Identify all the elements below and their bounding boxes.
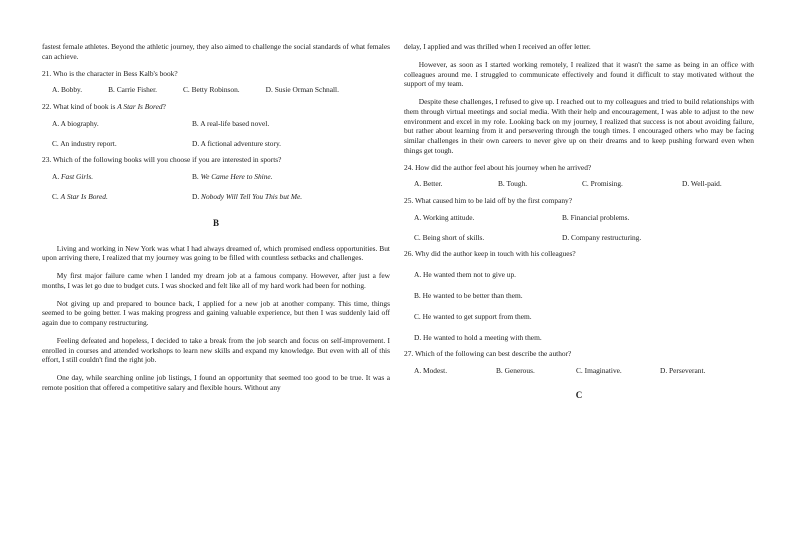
q22-option-a: A. A biography.: [52, 118, 99, 128]
passage-a-tail: fastest female athletes. Beyond the athletic journey, they also aimed to challenge the social standards of what females can achieve.: [42, 42, 390, 61]
question-25: 25. What caused him to be laid off by the first company?: [404, 196, 573, 206]
question-23: 23. Which of the following books will you choose if you are interested in sports?: [42, 155, 282, 165]
q24-option-d: D. Well-paid.: [682, 179, 722, 189]
q24-option-b: B. Tough.: [498, 179, 528, 189]
passage-b-paragraph: Despite these challenges, I refused to give up. I reached out to my colleagues and tried to build relationships with them through virtual meetings and social media. With their help and encouragement, I was able to adjust to the new environment and excel in my role. Looking back on my journey, I realized that success is not about avoiding failure, but rather about learning from it and persevering through the tough times. I encouraged others who may be facing similar challenges in their own careers to never give up on their dreams and to keep pushing forward even when things get tough.: [404, 97, 754, 155]
question-22-options: [42, 119, 390, 149]
q25-option-b: B. Financial problems.: [562, 212, 630, 222]
passage-b-paragraph: However, as soon as I started working remotely, I realized that it wasn't the same as being in an office with colleagues around me. I struggled to communicate effectively and found it difficult to stay motivated without the support of my team.: [404, 59, 754, 89]
section-heading-c: C: [575, 389, 583, 400]
q27-option-c: C. Imaginative.: [576, 366, 622, 376]
passage-b-paragraph: My first major failure came when I landed my dream job at a famous company. However, after just a few months, I was let go due to budget cuts. I was shocked and felt like all of my hard work had been for nothing.: [42, 271, 390, 290]
q23-option-c: C. A Star Is Bored.: [52, 191, 108, 201]
q27-option-b: B. Generous.: [496, 366, 535, 376]
question-22: 22. What kind of book is A Star Is Bored?: [42, 102, 166, 112]
question-26: 26. Why did the author keep in touch with his colleagues?: [404, 249, 576, 259]
q23-option-a: A. Fast Girls.: [52, 172, 94, 182]
q21-option-b: B. Carrie Fisher.: [108, 85, 157, 95]
q23-option-d: D. Nobody Will Tell You This but Me.: [192, 191, 303, 201]
q21-option-d: D. Susie Orman Schnall.: [265, 85, 339, 95]
passage-b-continued: delay, I applied and was thrilled when I received an offer letter.: [404, 42, 591, 51]
section-heading-b: B: [212, 217, 219, 228]
question-27: 27. Which of the following can best describe the author?: [404, 349, 572, 359]
q25-option-d: D. Company restructuring.: [562, 232, 642, 242]
question-21-options: [42, 85, 390, 95]
passage-b-paragraph: Living and working in New York was what I had always dreamed of, which promised endless opportunities. But upon arriving there, I realized that my journey was going to be filled with countless setbacks and challenges.: [42, 243, 390, 263]
passage-b-paragraph: Feeling defeated and hopeless, I decided to take a break from the job search and focus on self-improvement. I enrolled in courses and attended workshops to learn new skills and expand my knowledge. But even with all of this effort, I still couldn't find the right job.: [42, 335, 390, 365]
q26-option-a: A. He wanted them not to give up.: [414, 270, 517, 280]
q24-option-c: C. Promising.: [582, 179, 623, 189]
q22-option-d: D. A fictional adventure story.: [192, 138, 282, 148]
q24-option-a: A. Better.: [414, 179, 443, 189]
q22-option-c: C. An industry report.: [52, 138, 117, 148]
q21-option-a: A. Bobby.: [52, 85, 83, 95]
right-column: [404, 42, 754, 416]
q21-option-c: C. Betty Robinson.: [182, 85, 240, 95]
question-27-options: [404, 366, 754, 376]
q26-option-d: D. He wanted to hold a meeting with them.: [414, 332, 542, 342]
q23-option-b: B. We Came Here to Shine.: [192, 172, 273, 182]
q25-option-c: C. Being short of skills.: [414, 232, 485, 242]
passage-b-paragraph: One day, while searching online job listings, I found an opportunity that seemed too good to be true. It was a remote position that offered a competitive salary and flexible hours. Without any: [42, 373, 390, 392]
question-21: 21. Who is the character in Bess Kalb's book?: [42, 68, 178, 78]
q27-option-d: D. Perseverant.: [660, 366, 706, 376]
passage-b-paragraph: Not giving up and prepared to bounce back, I applied for a new job at another company. This time, things seemed to be going better. I was making progress and gaining valuable experience, but then I was suddenly laid off again due to company restructuring.: [42, 298, 390, 328]
q25-option-a: A. Working attitude.: [414, 212, 475, 222]
q26-option-b: B. He wanted to be better than them.: [414, 291, 523, 301]
question-24: 24. How did the author feel about his journey when he arrived?: [404, 162, 592, 172]
q22-option-b: B. A real-life based novel.: [192, 118, 270, 128]
question-26-options: [404, 270, 754, 342]
left-column: [42, 42, 390, 393]
q26-option-c: C. He wanted to get support from them.: [414, 311, 532, 321]
question-23-options: [42, 172, 390, 202]
question-25-options: [404, 213, 754, 243]
q27-option-a: A. Modest.: [414, 366, 448, 376]
question-24-options: [404, 179, 754, 189]
